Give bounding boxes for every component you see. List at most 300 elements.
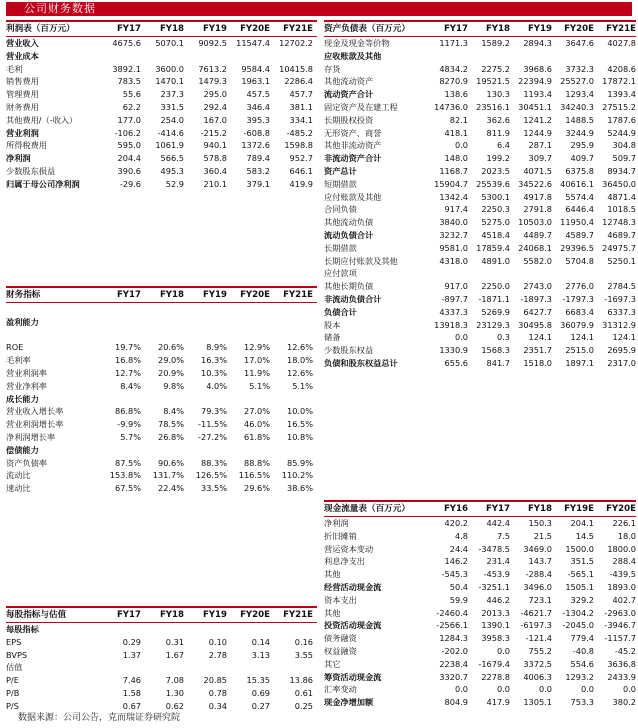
value-cell: 1293.2: [565, 671, 594, 682]
value-cell: -2460.4: [436, 607, 468, 618]
value-cell: 2351.7: [523, 345, 552, 356]
row-label: 营业利润: [6, 127, 39, 138]
value-cell: 0.62: [165, 700, 184, 711]
header-title-cell: 财务指标: [6, 290, 41, 300]
row-label: 非流动资产合计: [324, 153, 382, 164]
value-cell: 395.3: [246, 114, 270, 125]
header-title-cell: 现金流量表（百万元）: [324, 504, 410, 514]
table-row: [324, 203, 636, 216]
value-cell: 7.5: [496, 530, 510, 541]
value-cell: 124.1: [570, 332, 594, 343]
value-cell: 1800.0: [607, 543, 636, 554]
value-cell: -485.2: [286, 127, 313, 138]
value-cell: 17859.4: [476, 242, 510, 253]
value-cell: 4834.2: [439, 63, 468, 74]
value-cell: 124.1: [528, 332, 552, 343]
value-cell: [552, 50, 594, 63]
value-cell: 167.0: [203, 114, 227, 125]
value-cell: 0.0: [496, 645, 510, 656]
row-label: 营运资本变动: [324, 543, 374, 554]
value-cell: 4891.0: [481, 255, 510, 266]
row-label: 营业收入: [6, 38, 39, 48]
table-row: [324, 607, 636, 620]
value-cell: 82.1: [449, 114, 468, 125]
row-label: 其它: [324, 658, 341, 669]
value-cell: 0.3: [496, 332, 510, 343]
value-cell: 2515.0: [565, 345, 594, 356]
value-cell: 126.5%: [195, 470, 227, 481]
value-cell: 12.6%: [286, 342, 313, 353]
table-row: [324, 517, 636, 530]
row-label: 无形资产、商誉: [324, 127, 382, 138]
table-row: [6, 63, 317, 76]
row-label: 其他非流动资产: [324, 140, 382, 151]
table-row: [6, 88, 317, 101]
table-row: [6, 393, 317, 406]
row-label: [6, 329, 98, 342]
value-cell: 417.9: [486, 697, 510, 708]
value-cell: [184, 444, 227, 457]
header-year-cell: FY17: [116, 610, 141, 620]
value-cell: 4689.7: [607, 229, 636, 240]
value-cell: 24.4: [449, 543, 468, 554]
value-cell: [98, 661, 141, 674]
table-row: [324, 683, 636, 696]
table-row: [6, 178, 317, 191]
value-cell: 3496.0: [523, 581, 552, 592]
value-cell: 237.3: [160, 89, 184, 100]
table-header-row: [6, 606, 317, 623]
value-cell: 61.8%: [243, 431, 270, 442]
value-cell: 2433.9: [607, 671, 636, 682]
value-cell: [594, 50, 636, 63]
value-cell: 38.6%: [286, 483, 313, 494]
header-year-cell: FY18: [159, 24, 184, 34]
financial-ratios-table: [6, 286, 317, 495]
header-year-cell: FY18: [485, 24, 510, 34]
value-cell: 7613.2: [198, 63, 227, 74]
table-header-row: [6, 286, 317, 303]
value-cell: [184, 329, 227, 342]
row-label: 利息净支出: [324, 556, 365, 567]
value-cell: -288.4: [525, 569, 552, 580]
value-cell: 3892.1: [112, 63, 141, 74]
row-label: 营业净利率: [6, 380, 47, 391]
value-cell: 50.4: [449, 581, 468, 592]
value-cell: -3478.5: [478, 543, 510, 554]
row-label: 归属于母公司净利润: [6, 178, 80, 189]
row-label: 合同负债: [324, 204, 357, 215]
value-cell: 3647.6: [565, 38, 594, 48]
value-cell: 409.7: [570, 153, 594, 164]
value-cell: 15.35: [246, 675, 270, 686]
row-label: 短期借款: [324, 178, 357, 189]
value-cell: [98, 50, 141, 63]
value-cell: 1330.9: [439, 345, 468, 356]
value-cell: 78.5%: [157, 419, 184, 430]
value-cell: -1679.4: [478, 658, 510, 669]
value-cell: 2776.0: [565, 281, 594, 292]
value-cell: 85.9%: [286, 457, 313, 468]
value-cell: 3840.0: [439, 217, 468, 228]
value-cell: 19521.5: [476, 76, 510, 87]
table-row: [6, 127, 317, 140]
value-cell: [227, 316, 270, 329]
value-cell: 0.0: [454, 684, 468, 695]
row-label: 长期股权投资: [324, 114, 374, 125]
header-year-cell: FY19: [202, 24, 227, 34]
value-cell: 231.4: [486, 556, 510, 567]
table-row: [324, 114, 636, 127]
table-row: [6, 316, 317, 329]
value-cell: 287.1: [528, 140, 552, 151]
value-cell: 16.8%: [114, 355, 141, 366]
value-cell: 2695.9: [607, 345, 636, 356]
row-label: 毛利: [6, 63, 23, 74]
table-row: [6, 354, 317, 367]
table-row: [6, 482, 317, 495]
value-cell: [184, 316, 227, 329]
table-row: [6, 636, 317, 649]
value-cell: 0.0: [622, 684, 636, 695]
row-label: 现金及现金等价物: [324, 38, 390, 48]
value-cell: 3968.6: [523, 63, 552, 74]
row-label: EPS: [6, 636, 22, 647]
value-cell: [510, 267, 552, 280]
value-cell: [227, 329, 270, 342]
value-cell: 9584.4: [241, 63, 270, 74]
value-cell: 10.0%: [286, 406, 313, 417]
row-label: 流动负债合计: [324, 229, 374, 240]
value-cell: 8270.9: [439, 76, 468, 87]
value-cell: -121.4: [525, 633, 552, 644]
header-year-cell: FY20E: [606, 504, 636, 514]
table-row: [6, 469, 317, 482]
value-cell: 3469.0: [523, 543, 552, 554]
value-cell: 146.2: [444, 556, 468, 567]
value-cell: 419.9: [289, 178, 313, 189]
value-cell: 90.6%: [157, 457, 184, 468]
value-cell: 1390.1: [481, 620, 510, 631]
row-label: 净利润增长率: [6, 431, 56, 442]
value-cell: 1284.3: [439, 633, 468, 644]
row-label: 应付款项: [324, 268, 357, 279]
value-cell: 0.0: [580, 684, 594, 695]
table-header-row: [324, 20, 636, 37]
value-cell: 131.7%: [152, 470, 184, 481]
value-cell: 595.0: [117, 140, 141, 151]
header-year-cell: FY17: [485, 504, 510, 514]
row-label: 其他: [324, 569, 341, 580]
balance-sheet-table: [324, 20, 636, 370]
value-cell: 34240.3: [560, 101, 594, 112]
value-cell: 1479.3: [198, 76, 227, 87]
row-label: P/S: [6, 700, 19, 711]
value-cell: 25527.0: [560, 76, 594, 87]
value-cell: 153.8%: [109, 470, 141, 481]
value-cell: 0.0: [454, 140, 468, 151]
table-row: [324, 645, 636, 658]
value-cell: 1.58: [122, 687, 141, 698]
row-label: 权益融资: [324, 645, 357, 656]
value-cell: 2023.5: [481, 165, 510, 176]
value-cell: -215.2: [200, 127, 227, 138]
value-cell: 1342.4: [439, 191, 468, 202]
value-cell: 4208.6: [607, 63, 636, 74]
header-year-cell: FY20E: [240, 24, 270, 34]
row-label: P/B: [6, 687, 20, 698]
value-cell: 254.0: [160, 114, 184, 125]
value-cell: 1171.3: [439, 38, 468, 48]
value-cell: 79.3%: [200, 406, 227, 417]
table-row: [324, 191, 636, 204]
value-cell: 199.2: [486, 153, 510, 164]
table-row: [6, 380, 317, 393]
value-cell: -40.8: [572, 645, 594, 656]
value-cell: 0.78: [208, 687, 227, 698]
table-row: [324, 75, 636, 88]
header-year-cell: FY19: [202, 290, 227, 300]
value-cell: 88.3%: [200, 457, 227, 468]
row-label: 净利润: [324, 518, 349, 528]
value-cell: [98, 316, 141, 329]
header-year-cell: FY21E: [283, 290, 313, 300]
row-label: 净利润: [6, 153, 31, 164]
value-cell: 87.5%: [114, 457, 141, 468]
value-cell: 5704.8: [565, 255, 594, 266]
table-row: [324, 568, 636, 581]
value-cell: 130.3: [486, 89, 510, 100]
value-cell: [184, 393, 227, 406]
value-cell: -3251.1: [478, 581, 510, 592]
table-row: [324, 344, 636, 357]
table-row: [6, 37, 317, 50]
value-cell: -1157.7: [604, 633, 636, 644]
value-cell: 14.5: [575, 530, 594, 541]
row-label: 负债和股东权益总计: [324, 357, 398, 368]
value-cell: [227, 661, 270, 674]
value-cell: 138.6: [444, 89, 468, 100]
table-header-row: [324, 500, 636, 517]
value-cell: [141, 444, 184, 457]
value-cell: 442.4: [486, 518, 510, 528]
table-row: [324, 255, 636, 268]
value-cell: 6427.7: [523, 306, 552, 317]
table-row: [324, 530, 636, 543]
value-cell: 24975.7: [602, 242, 636, 253]
table-row: [324, 357, 636, 370]
value-cell: 13.86: [289, 675, 313, 686]
table-row: [324, 242, 636, 255]
value-cell: -2566.1: [436, 620, 468, 631]
value-cell: 1018.5: [607, 204, 636, 215]
value-cell: 1505.1: [565, 581, 594, 592]
value-cell: 723.1: [528, 594, 552, 605]
value-cell: 4675.6: [112, 38, 141, 48]
row-label: 少数股东损益: [6, 165, 56, 176]
value-cell: [98, 623, 141, 636]
value-cell: 402.7: [612, 594, 636, 605]
value-cell: 17872.1: [602, 76, 636, 87]
value-cell: 6.4: [496, 140, 510, 151]
value-cell: 1241.2: [523, 114, 552, 125]
value-cell: [270, 329, 313, 342]
value-cell: 2238.4: [439, 658, 468, 669]
value-cell: [98, 393, 141, 406]
row-label: 流动资产合计: [324, 89, 374, 100]
row-label: 估值: [6, 662, 23, 673]
row-label: 营业收入增长率: [6, 406, 64, 417]
value-cell: [270, 50, 313, 63]
table-header-row: [6, 20, 317, 37]
table-row: [324, 543, 636, 556]
row-label: 长期借款: [324, 242, 357, 253]
row-label: BVPS: [6, 649, 28, 660]
value-cell: 380.2: [612, 697, 636, 708]
value-cell: 148.0: [444, 153, 468, 164]
value-cell: 8.4%: [163, 406, 184, 417]
value-cell: 1787.6: [607, 114, 636, 125]
header-title-cell: 资产负债表（百万元）: [324, 24, 410, 34]
per-share-valuation-table: [6, 606, 317, 713]
value-cell: -4621.7: [520, 607, 552, 618]
value-cell: 11950.4: [560, 217, 594, 228]
value-cell: 27515.2: [602, 101, 636, 112]
table-row: [6, 405, 317, 418]
value-cell: 20.6%: [157, 342, 184, 353]
table-row: [6, 431, 317, 444]
table-row: [324, 671, 636, 684]
value-cell: 304.8: [612, 140, 636, 151]
table-row: [6, 114, 317, 127]
header-year-cell: FY20E: [564, 24, 594, 34]
row-label: 管理费用: [6, 89, 39, 100]
value-cell: 5.1%: [249, 380, 270, 391]
value-cell: 6446.4: [565, 204, 594, 215]
value-cell: 457.7: [289, 89, 313, 100]
value-cell: 381.1: [289, 101, 313, 112]
value-cell: 2317.0: [607, 357, 636, 368]
value-cell: -897.7: [441, 293, 468, 304]
value-cell: 5.1%: [292, 380, 313, 391]
value-cell: 27.0%: [243, 406, 270, 417]
row-label: 其他: [324, 607, 341, 618]
row-label: 资产负债率: [6, 457, 47, 468]
value-cell: 3732.3: [565, 63, 594, 74]
value-cell: 226.1: [612, 518, 636, 528]
value-cell: 2275.2: [481, 63, 510, 74]
table-row: [324, 152, 636, 165]
table-row: [324, 306, 636, 319]
value-cell: -439.5: [609, 569, 636, 580]
value-cell: 457.5: [246, 89, 270, 100]
value-cell: [552, 267, 594, 280]
table-row: [324, 229, 636, 242]
value-cell: [141, 623, 184, 636]
value-cell: 1372.6: [241, 140, 270, 151]
value-cell: 62.2: [122, 101, 141, 112]
value-cell: 67.5%: [114, 483, 141, 494]
value-cell: 755.2: [528, 645, 552, 656]
value-cell: 10.3%: [200, 367, 227, 378]
value-cell: 0.31: [165, 636, 184, 647]
row-label: 少数股东权益: [324, 345, 374, 356]
value-cell: 1893.0: [607, 581, 636, 592]
value-cell: 4337.3: [439, 306, 468, 317]
value-cell: 292.4: [203, 101, 227, 112]
value-cell: 11547.4: [236, 38, 270, 48]
value-cell: 25539.6: [476, 178, 510, 189]
table-row: [6, 50, 317, 63]
value-cell: 30451.1: [518, 101, 552, 112]
value-cell: -453.9: [483, 569, 510, 580]
value-cell: [270, 393, 313, 406]
table-row: [324, 88, 636, 101]
value-cell: 4318.0: [439, 255, 468, 266]
value-cell: [468, 267, 510, 280]
value-cell: 360.4: [203, 165, 227, 176]
value-cell: -27.2%: [198, 431, 227, 442]
value-cell: [426, 50, 468, 63]
row-label: 其他长期负债: [324, 281, 374, 292]
value-cell: -1897.3: [520, 293, 552, 304]
value-cell: 0.0: [454, 332, 468, 343]
table-row: [324, 127, 636, 140]
value-cell: 3600.0: [155, 63, 184, 74]
value-cell: 29.0%: [157, 355, 184, 366]
value-cell: 204.4: [117, 153, 141, 164]
table-row: [324, 165, 636, 178]
value-cell: 10503.0: [518, 217, 552, 228]
table-row: [324, 63, 636, 76]
value-cell: 351.5: [570, 556, 594, 567]
value-cell: 210.1: [203, 178, 227, 189]
value-cell: [98, 303, 141, 316]
value-cell: 753.3: [570, 697, 594, 708]
value-cell: 1.67: [165, 649, 184, 660]
value-cell: 55.6: [122, 89, 141, 100]
value-cell: 18.0: [617, 530, 636, 541]
value-cell: 0.10: [208, 636, 227, 647]
value-cell: [426, 267, 468, 280]
row-label: 所得税费用: [6, 140, 47, 151]
value-cell: 4518.4: [481, 229, 510, 240]
value-cell: 1.30: [165, 687, 184, 698]
header-year-cell: FY20E: [240, 290, 270, 300]
row-label: 其他流动负债: [324, 217, 374, 228]
row-label: 营业利润率: [6, 367, 47, 378]
value-cell: [270, 661, 313, 674]
value-cell: 17.0%: [243, 355, 270, 366]
header-year-cell: FY18: [159, 290, 184, 300]
value-cell: 7.46: [122, 675, 141, 686]
value-cell: 10.8%: [286, 431, 313, 442]
table-row: [324, 619, 636, 632]
row-label: 销售费用: [6, 76, 39, 87]
value-cell: 495.3: [160, 165, 184, 176]
value-cell: -29.6: [119, 178, 141, 189]
row-label: 资产总计: [324, 165, 357, 176]
table-row: [6, 303, 317, 316]
value-cell: 8.9%: [206, 342, 227, 353]
value-cell: 110.2%: [281, 470, 313, 481]
value-cell: 1061.9: [155, 140, 184, 151]
value-cell: 9.8%: [163, 380, 184, 391]
value-cell: 2278.8: [481, 671, 510, 682]
value-cell: 22.4%: [157, 483, 184, 494]
table-row: [6, 152, 317, 165]
value-cell: 18.0%: [286, 355, 313, 366]
